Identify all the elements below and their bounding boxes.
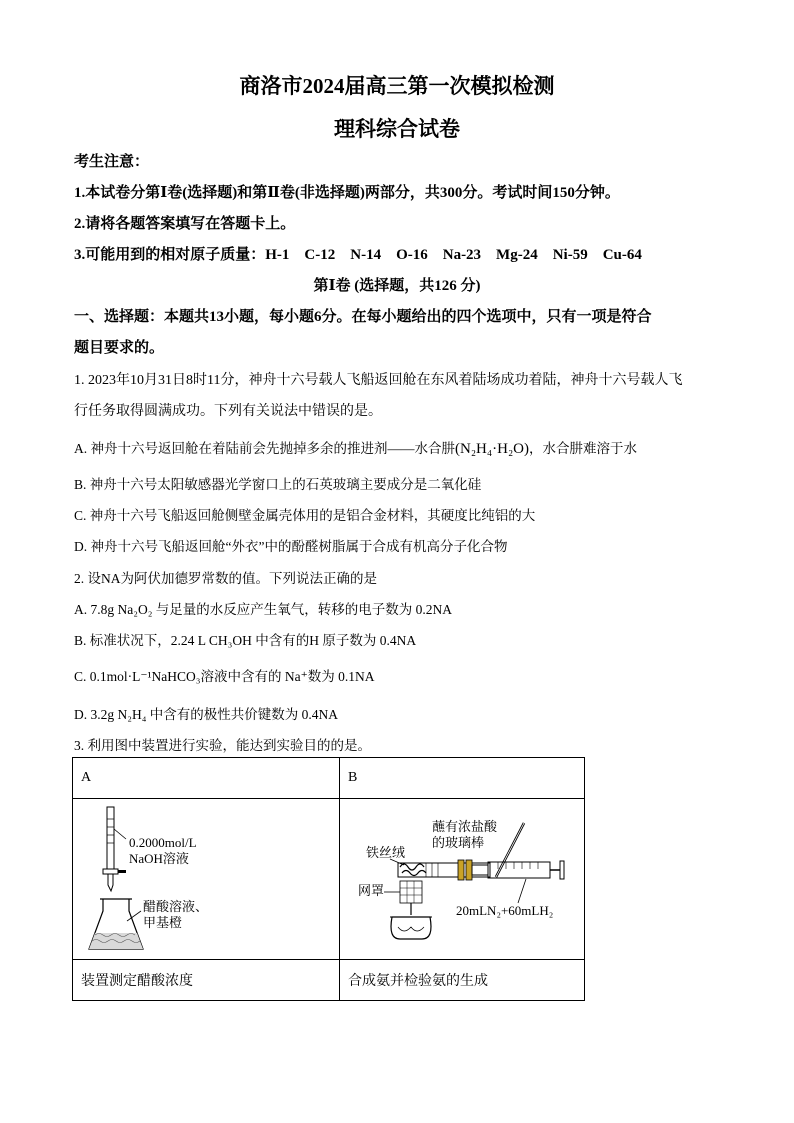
label-acetic-acid: 醋酸溶液、 (143, 899, 209, 914)
iron-wire-wool (400, 864, 426, 876)
q1-option-d: D. 神舟十六号飞船返回舱“外衣”中的酚醛树脂属于合成有机高分子化合物 (74, 539, 508, 554)
burette-tip (108, 874, 113, 891)
q3-caption-b: 合成氨并检验氨的生成 (340, 960, 585, 1001)
label-rod-line1: 蘸有浓盐酸 (432, 819, 498, 834)
burette-tube (107, 807, 114, 869)
q1-stem-line2: 行任务取得圆满成功。下列有关说法中错误的是。 (74, 404, 382, 419)
ammonia-synthesis-figure (348, 799, 576, 954)
note-item-3: 3.可能用到的相对原子质量：H-1 C-12 N-14 O-16 Na-23 Mg-24 Ni-59 Cu-64 (74, 247, 642, 263)
exam-subtitle: 理科综合试卷 (334, 117, 460, 141)
q3-stem: 3. 利用图中装置进行实验，能达到实验目的的是。 (74, 738, 371, 753)
exam-title: 商洛市2024届高三第一次模拟检测 (239, 74, 555, 98)
section-instruction-line2: 题目要求的。 (74, 340, 165, 356)
q2-option-c: C. 0.1mol·L⁻¹NaHCO₃溶液中含有的 Na⁺数为 0.1NA (74, 669, 375, 684)
note-item-1: 1.本试卷分第Ⅰ卷(选择题)和第Ⅱ卷(非选择题)两部分，共300分。考试时间150分钟。 (74, 185, 620, 201)
stopcock-handle (118, 870, 126, 873)
q1-stem-line1: 1. 2023年10月31日8时11分，神舟十六号载人飞船返回舱在东风着陆场成功着陆，神舟十六号载人飞 (74, 373, 683, 388)
q2-option-a: A. 7.8g Na₂O₂ 与足量的水反应产生氧气，转移的电子数为 0.2NA (74, 602, 453, 617)
titration-apparatus-figure (81, 799, 331, 954)
q1-option-a (74, 437, 637, 458)
label-rod-line2: 的玻璃棒 (432, 835, 485, 850)
alcohol-lamp (391, 917, 431, 939)
note-item-2: 2.请将各题答案填写在答题卡上。 (74, 216, 296, 232)
section-instruction-line1: 一、选择题：本题共13小题，每小题6分。在每小题给出的四个选项中，只有一项是符合 (74, 309, 652, 325)
label-gas-mixture: 20mLN₂+60mLH₂ (456, 903, 554, 918)
rubber-stopper-right (466, 860, 472, 880)
q2-stem: 2. 设NA为阿伏加德罗常数的值。下列说法正确的是 (74, 571, 377, 586)
q1-option-a-text: A. 神舟十六号返回舱在着陆前会先抛掉多余的推进剂——水合肼 (74, 441, 455, 456)
label-mesh: 网罩 (358, 883, 385, 898)
mesh-hood (400, 881, 422, 903)
label-concentration: 0.2000mol/L (129, 835, 197, 850)
rubber-stopper-left (458, 860, 464, 880)
label-indicator: 甲基橙 (143, 915, 183, 930)
q1-option-a-formula: (N₂H₄·H₂O) (455, 441, 530, 457)
q3-column-b-header: B (340, 758, 585, 799)
q3-column-a-header: A (73, 758, 340, 799)
q2-option-b: B. 标准状况下，2.24 L CH₃OH 中含有的H 原子数为 0.4NA (74, 633, 417, 648)
notes-heading: 考生注意： (74, 154, 150, 170)
q3-figure-a-cell (73, 799, 340, 960)
q2-option-d: D. 3.2g N₂H₄ 中含有的极性共价键数为 0.4NA (74, 707, 339, 722)
section-title: 第Ⅰ卷 (选择题，共126 分) (313, 278, 481, 294)
q1-option-c: C. 神舟十六号飞船返回舱侧壁金属壳体用的是铝合金材料，其硬度比纯铝的大 (74, 508, 536, 523)
label-iron-wire: 铁丝绒 (366, 845, 406, 860)
label-naoh: NaOH溶液 (129, 851, 189, 866)
burette-stopcock (103, 869, 118, 874)
q3-experiment-table (72, 757, 585, 1001)
q3-figure-b-cell (340, 799, 585, 960)
q1-option-a-tail: ，水合肼难溶于水 (529, 441, 638, 456)
q3-caption-a: 装置测定醋酸浓度 (73, 960, 340, 1001)
q1-option-b: B. 神舟十六号太阳敏感器光学窗口上的石英玻璃主要成分是二氧化硅 (74, 477, 482, 492)
